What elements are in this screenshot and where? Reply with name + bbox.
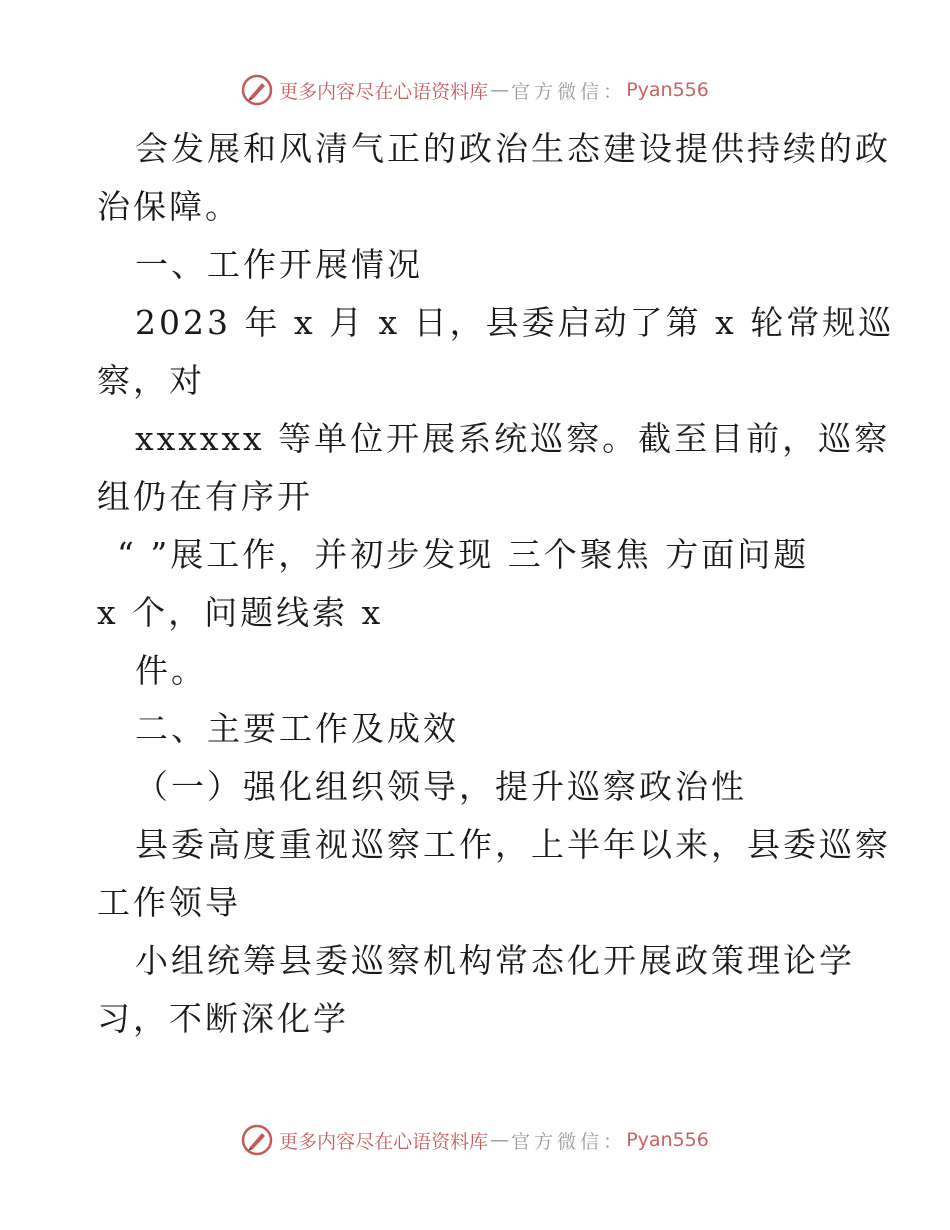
text-line: x 个，问题线索 x (97, 593, 384, 632)
watermark-separator: — (490, 1129, 510, 1151)
watermark-label: 官方微信： (511, 80, 627, 103)
watermark-account: Pyan556 (626, 1129, 709, 1151)
text-line: 2023 年 x 月 x 日，县委启动了第 x 轮常规巡 (135, 303, 895, 342)
text-line: 件。 (135, 651, 207, 690)
watermark-brand: 更多内容尽在心语资料库 (279, 1130, 489, 1153)
subsection-heading: （一）强化组织领导，提升巡察政治性 (135, 767, 747, 806)
text-line: 县委高度重视巡察工作，上半年以来，县委巡察 (135, 825, 891, 864)
text-line: 察，对 (97, 361, 205, 400)
watermark-brand: 更多内容尽在心语资料库 (279, 80, 489, 103)
text-line: 小组统筹县委巡察机构常态化开展政策理论学 (135, 941, 855, 980)
text-line: 组仍在有序开 (97, 477, 313, 516)
quill-logo-icon (241, 74, 273, 106)
text-line: 习，不断深化学 (97, 999, 349, 1038)
section-heading: 一、工作开展情况 (135, 245, 423, 284)
text-line: 会发展和风清气正的政治生态建设提供持续的政 (135, 129, 891, 168)
section-heading: 二、主要工作及成效 (135, 709, 459, 748)
document-body (97, 120, 895, 1048)
text-line: 治保障。 (97, 187, 241, 226)
quill-logo-icon (241, 1124, 273, 1156)
watermark-separator: — (490, 79, 510, 101)
text-line: “ ”展工作，并初步发现 三个聚焦 方面问题 (117, 535, 810, 574)
watermark-label: 官方微信： (511, 1130, 627, 1153)
text-line: xxxxxx 等单位开展系统巡察。截至目前，巡察 (135, 419, 891, 458)
watermark-account: Pyan556 (626, 79, 709, 101)
text-line: 工作领导 (97, 883, 241, 922)
footer-watermark (0, 1120, 950, 1160)
header-watermark (0, 70, 950, 110)
